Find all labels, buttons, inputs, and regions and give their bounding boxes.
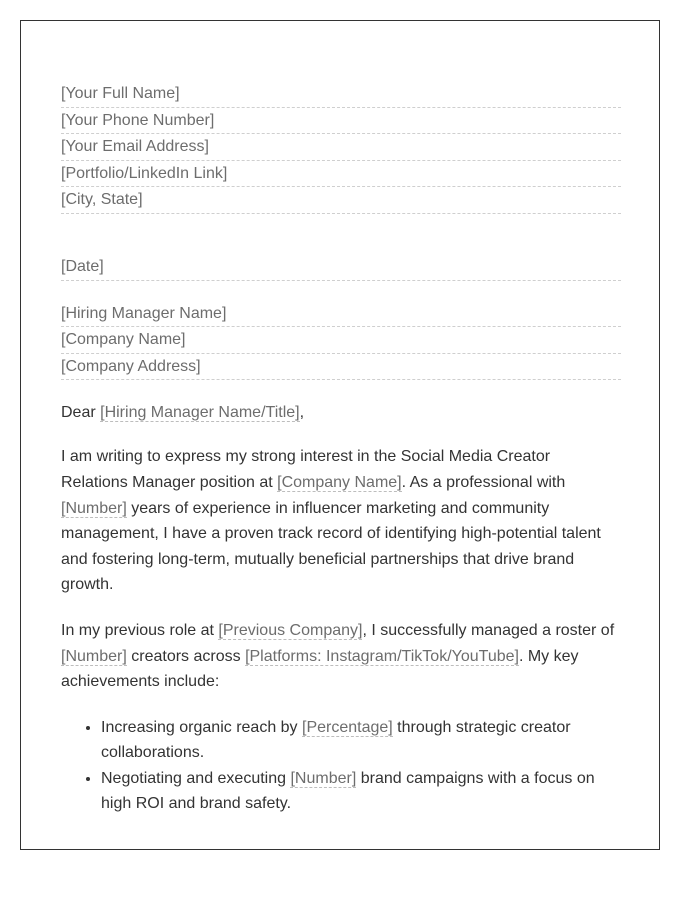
letter-content	[61, 81, 621, 817]
spacer	[61, 214, 621, 254]
achievements-list	[61, 715, 621, 817]
platforms-placeholder[interactable]: [Platforms: Instagram/TikTok/YouTube]	[245, 647, 519, 665]
salutation	[61, 400, 621, 425]
date-block	[61, 254, 621, 281]
sender-block	[61, 81, 621, 214]
paragraph-text: In my previous role at	[61, 621, 219, 639]
sender-email-field[interactable]: [Your Email Address]	[61, 134, 621, 161]
sender-city-state-field[interactable]: [City, State]	[61, 187, 621, 214]
spacer	[61, 695, 621, 715]
recipient-block	[61, 301, 621, 381]
salutation-name-placeholder[interactable]: [Hiring Manager Name/Title]	[100, 404, 300, 422]
percentage-placeholder[interactable]: [Percentage]	[302, 718, 393, 736]
paragraph-intro	[61, 444, 621, 598]
list-item	[101, 715, 621, 766]
spacer	[61, 598, 621, 618]
list-item	[101, 766, 621, 817]
recipient-company-address-field[interactable]: [Company Address]	[61, 354, 621, 381]
spacer	[61, 281, 621, 301]
paragraph-text: creators across	[126, 647, 246, 665]
company-name-placeholder[interactable]: [Company Name]	[277, 473, 402, 491]
creator-count-placeholder[interactable]: [Number]	[61, 647, 127, 665]
campaign-number-placeholder[interactable]: [Number]	[290, 769, 357, 787]
paragraph-text: years of experience in influencer marketing and community management, I have a proven track record of identifying high-potential talent and fostering long-term, mutually beneficial partnerships that drive brand growth.	[61, 499, 601, 594]
sender-phone-field[interactable]: [Your Phone Number]	[61, 108, 621, 135]
date-field[interactable]: [Date]	[61, 254, 621, 281]
paragraph-text: . My key achievements include:	[61, 647, 579, 691]
years-number-placeholder[interactable]: [Number]	[61, 499, 127, 517]
recipient-manager-name-field[interactable]: [Hiring Manager Name]	[61, 301, 621, 328]
spacer	[61, 425, 621, 444]
paragraph-text: . As a professional with	[401, 473, 566, 491]
paragraph-text: , I successfully managed a roster of	[362, 621, 615, 639]
previous-company-placeholder[interactable]: [Previous Company]	[218, 621, 363, 639]
spacer	[61, 380, 621, 400]
paragraph-experience	[61, 618, 621, 695]
list-item-text: Increasing organic reach by	[101, 718, 302, 736]
list-item-text: Negotiating and executing	[101, 769, 291, 787]
salutation-prefix: Dear	[61, 404, 101, 422]
letter-page	[20, 20, 660, 850]
sender-full-name-field[interactable]: [Your Full Name]	[61, 81, 621, 108]
paragraph-text: I am writing to express my strong interest in the Social Media Creator Relations Manager position at	[61, 448, 551, 491]
list-item-text: through strategic creator collaborations.	[101, 718, 571, 762]
recipient-company-name-field[interactable]: [Company Name]	[61, 327, 621, 354]
sender-portfolio-field[interactable]: [Portfolio/LinkedIn Link]	[61, 161, 621, 188]
list-item-text: brand campaigns with a focus on high ROI and brand safety.	[101, 769, 595, 813]
salutation-suffix: ,	[299, 404, 305, 422]
